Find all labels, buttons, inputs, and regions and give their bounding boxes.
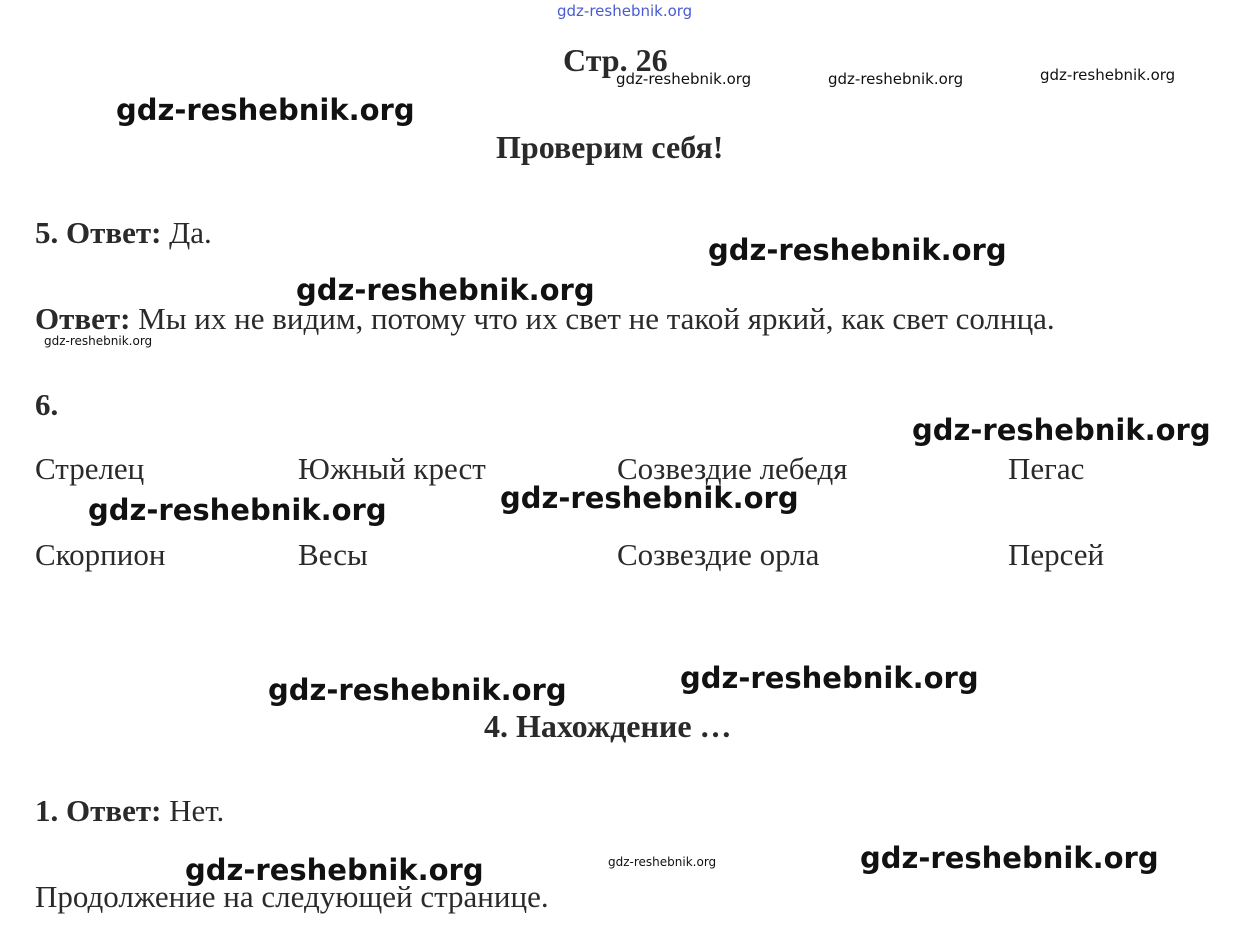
- answer-text: Мы их не видим, потому что их свет не такой яркий, как свет солнца.: [138, 301, 1055, 336]
- answer-label: Ответ:: [66, 215, 162, 250]
- watermark: gdz-reshebnik.org: [116, 93, 415, 127]
- watermark: gdz-reshebnik.org: [557, 2, 693, 20]
- constellation-cell: Созвездие орла: [617, 537, 820, 572]
- watermark: gdz-reshebnik.org: [1040, 66, 1176, 84]
- constellation-cell: Персей: [1008, 537, 1105, 572]
- page-number: Стр. 26: [563, 42, 668, 78]
- watermark: gdz-reshebnik.org: [296, 273, 595, 307]
- question-5-answer: [35, 217, 212, 248]
- answer-text: Нет.: [169, 793, 225, 828]
- question-1-answer: [35, 795, 224, 826]
- constellation-cell: Стрелец: [35, 451, 145, 486]
- answer-label: Ответ:: [35, 301, 131, 336]
- continue-note: Продолжение на следующей странице.: [35, 879, 549, 914]
- question-6-number: 6.: [35, 387, 59, 422]
- constellation-cell: Созвездие лебедя: [617, 451, 848, 486]
- question-number: 1.: [35, 793, 59, 828]
- constellation-cell: Весы: [298, 537, 368, 572]
- watermark: gdz-reshebnik.org: [88, 493, 387, 527]
- section-4-title: 4. Нахождение …: [484, 708, 732, 744]
- constellation-cell: Южный крест: [298, 451, 486, 486]
- watermark: gdz-reshebnik.org: [828, 70, 964, 88]
- question-5b-answer: [35, 303, 1055, 334]
- watermark: gdz-reshebnik.org: [680, 661, 979, 695]
- watermark: gdz-reshebnik.org: [912, 413, 1211, 447]
- watermark: gdz-reshebnik.org: [500, 481, 799, 515]
- question-number: 5.: [35, 215, 59, 250]
- watermark: gdz-reshebnik.org: [608, 855, 717, 869]
- answer-label: Ответ:: [66, 793, 162, 828]
- constellation-cell: Скорпион: [35, 537, 166, 572]
- watermark: gdz-reshebnik.org: [708, 233, 1007, 267]
- watermark: gdz-reshebnik.org: [616, 70, 752, 88]
- constellation-cell: Пегас: [1008, 451, 1085, 486]
- watermark: gdz-reshebnik.org: [860, 841, 1159, 875]
- watermark: gdz-reshebnik.org: [185, 853, 484, 887]
- watermark: gdz-reshebnik.org: [268, 673, 567, 707]
- answer-text: Да.: [169, 215, 212, 250]
- section-title: Проверим себя!: [496, 129, 724, 165]
- watermark: gdz-reshebnik.org: [44, 334, 153, 348]
